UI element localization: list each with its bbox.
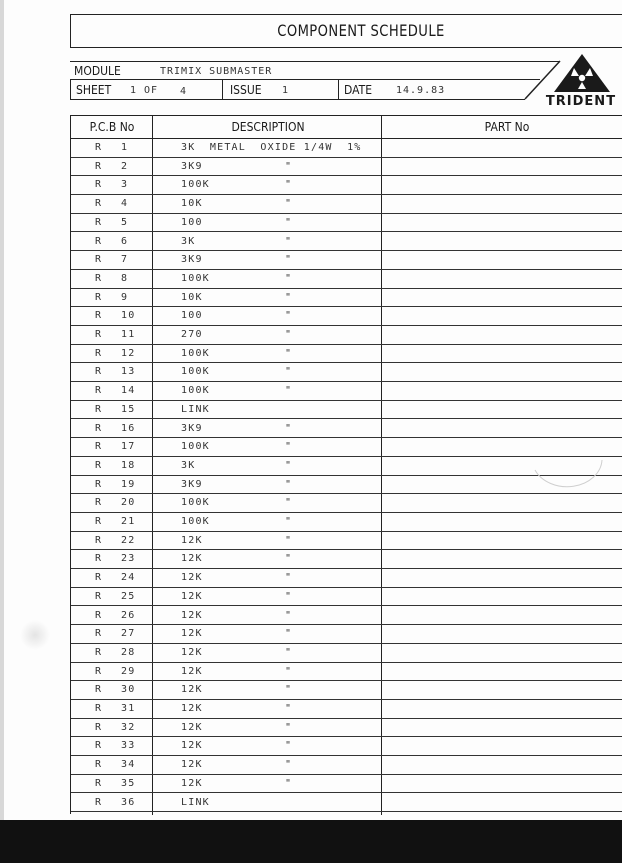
description-cell: 100: [181, 310, 203, 322]
ditto-mark: ": [285, 703, 293, 714]
pcb-number: 23: [121, 553, 136, 565]
table-row: [71, 195, 622, 214]
pcb-number: 20: [121, 497, 136, 509]
pcb-ref: R: [95, 366, 103, 378]
description-cell: 12K: [181, 665, 203, 677]
description-cell: 100K: [181, 272, 210, 284]
description-cell: LINK: [181, 796, 210, 808]
table-row: [71, 775, 622, 794]
ditto-mark: ": [285, 459, 293, 471]
description-cell: 100: [181, 216, 203, 228]
pcb-ref: R: [95, 609, 103, 621]
pcb-number: 6: [121, 235, 129, 247]
pcb-number: 35: [121, 777, 136, 789]
ditto-mark: ": [285, 759, 293, 771]
column-header-pcb: P.C.B No: [89, 120, 135, 134]
ditto-mark: ": [285, 590, 293, 602]
ditto-mark: ": [285, 366, 293, 378]
description-cell: 3K: [181, 459, 196, 471]
ditto-mark: ": [285, 216, 293, 228]
description-cell: 12K: [181, 684, 203, 696]
ditto-mark: ": [285, 272, 293, 284]
pcb-number: 7: [121, 254, 129, 266]
pcb-number: 34: [121, 759, 136, 771]
pcb-number: 29: [121, 665, 136, 677]
ditto-mark: ": [285, 235, 293, 247]
pcb-number: 3: [121, 179, 129, 191]
pcb-number: 31: [121, 703, 136, 714]
pcb-ref: R: [95, 777, 103, 789]
pcb-ref: R: [95, 329, 103, 340]
ditto-mark: ": [285, 160, 293, 172]
table-row: [71, 756, 622, 775]
page-title: COMPONENT SCHEDULE: [277, 21, 445, 40]
pcb-number: 10: [121, 310, 136, 322]
description-cell: 12K: [181, 572, 203, 584]
pcb-ref: R: [95, 291, 103, 303]
description-cell: 100K: [181, 347, 210, 359]
description-cell: 12K: [181, 703, 203, 714]
pcb-ref: R: [95, 628, 103, 640]
pcb-ref: R: [95, 198, 103, 210]
ditto-mark: ": [285, 777, 293, 789]
description-cell: 12K: [181, 740, 203, 752]
pcb-number: 19: [121, 478, 136, 490]
module-label: MODULE: [74, 64, 121, 78]
table-row: [71, 569, 622, 588]
description-cell: 3K9: [181, 160, 203, 172]
table-row: [71, 794, 622, 813]
pcb-number: 9: [121, 291, 129, 303]
trident-triangle-logo-icon: [552, 52, 612, 94]
table-row: [71, 607, 622, 626]
description-cell: 100K: [181, 497, 210, 509]
pcb-number: 14: [121, 385, 136, 397]
table-row: [71, 307, 622, 326]
pcb-number: 27: [121, 628, 136, 640]
description-cell: 10K: [181, 291, 203, 303]
pcb-number: 32: [121, 721, 136, 733]
ditto-mark: ": [285, 422, 293, 434]
ditto-mark: ": [285, 534, 293, 546]
description-cell: 12K: [181, 777, 203, 789]
ditto-mark: ": [285, 721, 293, 733]
ditto-mark: ": [285, 684, 293, 696]
ditto-mark: ": [285, 609, 293, 621]
pcb-number: 24: [121, 572, 136, 584]
pcb-ref: R: [95, 459, 103, 471]
pcb-number: 15: [121, 403, 136, 415]
description-cell: 100K: [181, 441, 210, 453]
ditto-mark: ": [285, 740, 293, 752]
description-cell: 12K: [181, 534, 203, 546]
pcb-ref: R: [95, 441, 103, 453]
pcb-number: 4: [121, 198, 129, 210]
pcb-ref: R: [95, 721, 103, 733]
ditto-mark: ": [285, 516, 293, 527]
description-cell: 12K: [181, 721, 203, 733]
ditto-mark: ": [285, 628, 293, 640]
pcb-number: 30: [121, 684, 136, 696]
logo-text: TRIDENT: [545, 94, 617, 109]
ditto-mark: ": [285, 572, 293, 584]
ditto-mark: ": [285, 553, 293, 565]
pcb-number: 33: [121, 740, 136, 752]
ditto-mark: ": [285, 347, 293, 359]
pcb-number: 18: [121, 459, 136, 471]
pcb-ref: R: [95, 497, 103, 509]
table-row: [71, 326, 622, 345]
description-cell: 100K: [181, 516, 210, 527]
table-row: [71, 176, 622, 195]
pcb-ref: R: [95, 254, 103, 266]
ditto-mark: ": [285, 497, 293, 509]
module-value: TRIMIX SUBMASTER: [160, 66, 273, 77]
table-row: [71, 345, 622, 364]
table-row: [71, 588, 622, 607]
table-row: [71, 363, 622, 382]
page-left-edge: [0, 0, 4, 820]
pcb-ref: R: [95, 160, 103, 172]
table-row: [71, 700, 622, 719]
date-value: 14.9.83: [396, 85, 446, 96]
description-cell: 270: [181, 329, 203, 340]
table-row: [71, 382, 622, 401]
pcb-ref: R: [95, 216, 103, 228]
description-cell: 3K9: [181, 254, 203, 266]
description-cell: 100K: [181, 366, 210, 378]
table-row: [71, 289, 622, 308]
date-label: DATE: [344, 83, 373, 97]
table-row: [71, 401, 622, 420]
description-cell: 3K METAL OXIDE 1/4W 1%: [181, 142, 362, 153]
sheet-value: 1 OF: [130, 85, 159, 96]
pcb-ref: R: [95, 272, 103, 284]
table-row: [71, 270, 622, 289]
pcb-ref: R: [95, 347, 103, 359]
ditto-mark: ": [285, 179, 293, 191]
ditto-mark: ": [285, 441, 293, 453]
title-box: [70, 14, 622, 48]
pcb-ref: R: [95, 179, 103, 191]
pcb-ref: R: [95, 572, 103, 584]
pcb-ref: R: [95, 590, 103, 602]
pcb-ref: R: [95, 422, 103, 434]
ditto-mark: ": [285, 385, 293, 397]
pcb-number: 13: [121, 366, 136, 378]
column-header-description: DESCRIPTION: [231, 120, 305, 134]
table-row: [71, 251, 622, 270]
pcb-ref: R: [95, 684, 103, 696]
table-row: [71, 663, 622, 682]
pcb-number: 8: [121, 272, 129, 284]
pcb-ref: R: [95, 759, 103, 771]
pcb-ref: R: [95, 740, 103, 752]
table-row: [71, 233, 622, 252]
pcb-ref: R: [95, 646, 103, 658]
ditto-mark: ": [285, 291, 293, 303]
ditto-mark: ": [285, 665, 293, 677]
table-row: [71, 158, 622, 177]
ditto-mark: ": [285, 198, 293, 210]
pcb-number: 28: [121, 646, 136, 658]
description-cell: LINK: [181, 403, 210, 415]
ditto-mark: ": [285, 329, 293, 340]
pcb-number: 16: [121, 422, 136, 434]
description-cell: 3K: [181, 235, 196, 247]
issue-label: ISSUE: [230, 83, 262, 97]
table-row: [71, 550, 622, 569]
ditto-mark: ": [285, 310, 293, 322]
description-cell: 3K9: [181, 422, 203, 434]
pcb-number: 26: [121, 609, 136, 621]
pcb-ref: R: [95, 310, 103, 322]
description-cell: 12K: [181, 759, 203, 771]
table-row: [71, 681, 622, 700]
table-row: [71, 737, 622, 756]
table-row: [71, 719, 622, 738]
pcb-ref: R: [95, 534, 103, 546]
description-cell: 12K: [181, 609, 203, 621]
description-cell: 12K: [181, 553, 203, 565]
description-cell: 12K: [181, 646, 203, 658]
pcb-number: 25: [121, 590, 136, 602]
ditto-mark: ": [285, 478, 293, 490]
pcb-number: 1: [121, 142, 129, 153]
table-row: [71, 644, 622, 663]
table-row: [71, 214, 622, 233]
ditto-mark: ": [285, 254, 293, 266]
issue-value: 1: [282, 85, 290, 96]
description-cell: 10K: [181, 198, 203, 210]
description-cell: 100K: [181, 385, 210, 397]
pcb-number: 2: [121, 160, 129, 172]
scan-bottom-band: [0, 820, 622, 863]
pcb-ref: R: [95, 516, 103, 527]
page-smudge: [20, 620, 50, 650]
trident-logo: [540, 52, 620, 112]
table-header-row: [71, 116, 622, 139]
table-row: [71, 420, 622, 439]
pcb-number: 5: [121, 216, 129, 228]
pcb-ref: R: [95, 665, 103, 677]
description-cell: 100K: [181, 179, 210, 191]
description-cell: 3K9: [181, 478, 203, 490]
pcb-ref: R: [95, 703, 103, 714]
description-cell: 12K: [181, 628, 203, 640]
description-cell: 12K: [181, 590, 203, 602]
pcb-ref: R: [95, 478, 103, 490]
sheet-total: 4: [180, 86, 188, 97]
pcb-ref: R: [95, 142, 103, 153]
table-row: [71, 532, 622, 551]
sheet-label: SHEET: [76, 83, 112, 97]
pcb-number: 21: [121, 516, 136, 527]
pcb-ref: R: [95, 385, 103, 397]
pcb-ref: R: [95, 403, 103, 415]
pcb-number: 11: [121, 329, 136, 340]
page-scuff-mark: [530, 440, 610, 500]
pcb-number: 36: [121, 796, 136, 808]
pcb-number: 12: [121, 347, 136, 359]
pcb-ref: R: [95, 553, 103, 565]
pcb-ref: R: [95, 796, 103, 808]
pcb-number: 17: [121, 441, 136, 453]
table-row: [71, 625, 622, 644]
pcb-ref: R: [95, 235, 103, 247]
column-header-part: PART No: [484, 120, 530, 134]
table-row: [71, 139, 622, 158]
table-row: [71, 513, 622, 532]
pcb-number: 22: [121, 534, 136, 546]
ditto-mark: ": [285, 646, 293, 658]
